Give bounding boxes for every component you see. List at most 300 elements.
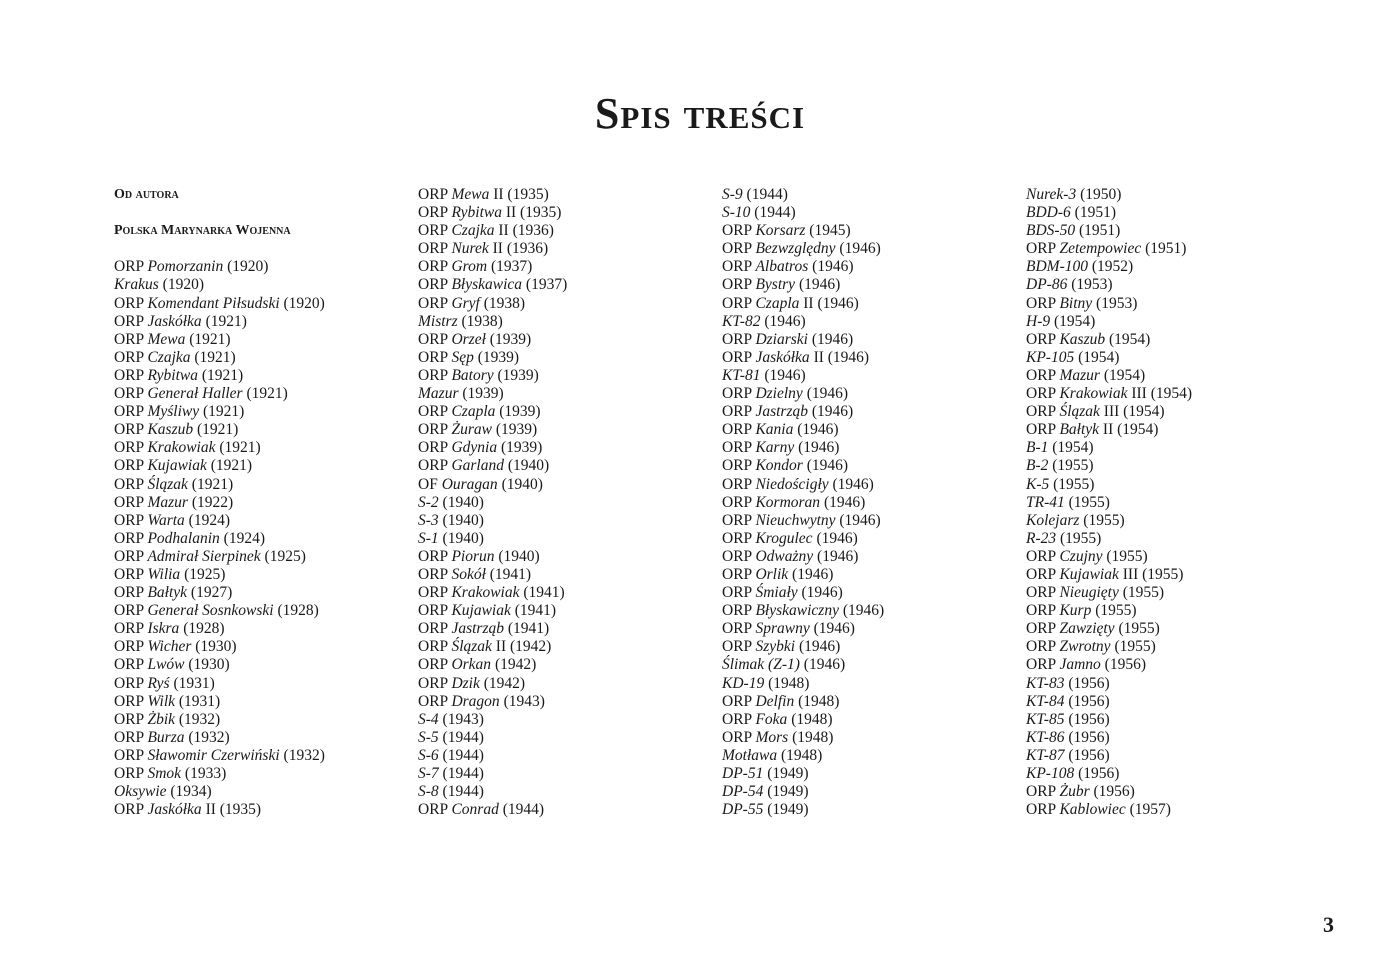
toc-entry[interactable] [418,349,708,367]
toc-entry[interactable] [114,801,404,819]
entry-prefix: ORP [722,294,756,312]
entry-ship-name: Kujawiak [1059,565,1119,583]
entry-year: (1953) [1067,276,1113,294]
toc-entry[interactable] [114,693,404,711]
toc-entry[interactable] [418,729,708,747]
entry-year: (1951) [1141,240,1187,258]
toc-entry[interactable] [418,385,708,403]
entry-prefix: ORP [418,656,452,674]
toc-entry[interactable] [114,548,404,566]
entry-year: (1938) [457,312,503,330]
toc-entry[interactable] [114,403,404,421]
entry-ship-name: Bitny [1059,294,1093,312]
toc-entry[interactable] [114,729,404,747]
toc-entry[interactable] [722,367,1012,385]
entry-ship-name: Zwrotny [1059,638,1111,656]
entry-year: (1946) [795,638,841,656]
entry-ship-name: Foka [755,710,788,728]
toc-entry[interactable] [1026,295,1316,313]
toc-entry[interactable] [418,331,708,349]
entry-ship-name: Krakus [114,276,159,294]
entry-prefix: ORP [722,240,756,258]
toc-entry[interactable] [418,675,708,693]
toc-entry[interactable] [418,566,708,584]
toc-entry[interactable] [722,620,1012,638]
toc-entry[interactable] [722,295,1012,313]
entry-year: (1944) [438,783,484,801]
entry-year: (1951) [1070,204,1116,222]
entry-ship-name: Jaskółka [147,312,202,330]
toc-entry[interactable] [1026,675,1316,693]
entry-year: (1952) [1088,258,1134,276]
toc-entry[interactable] [114,638,404,656]
entry-ship-name: Czujny [1059,547,1103,565]
entry-year: (1955) [1118,584,1165,602]
toc-entry[interactable] [722,313,1012,331]
entry-year: (1948) [788,728,834,746]
entry-prefix: ORP [418,584,452,602]
entry-year: II (1946) [809,348,870,366]
toc-column-4 [1026,186,1316,819]
entry-year: II (1954) [1099,421,1159,439]
toc-entry[interactable] [1026,494,1316,512]
entry-prefix: ORP [1026,240,1060,258]
entry-year: (1948) [777,746,823,764]
entry-ship-name: Kormoran [755,493,821,511]
entry-ship-name: Ślązak [1059,403,1100,421]
entry-year: (1946) [794,439,840,457]
entry-year: (1949) [763,765,809,782]
toc-entry[interactable] [418,765,708,783]
toc-entry[interactable] [114,439,404,457]
entry-prefix: ORP [1026,547,1060,565]
toc-entry[interactable] [114,675,404,693]
toc-entry[interactable] [418,693,708,711]
toc-entry[interactable] [722,439,1012,457]
toc-entry[interactable] [418,620,708,638]
entry-ship-name: Bałtyk [147,584,188,602]
toc-entry[interactable] [722,783,1012,801]
entry-prefix: ORP [1026,421,1060,439]
toc-entry[interactable] [1026,729,1316,747]
toc-entry[interactable] [418,439,708,457]
toc-entry[interactable] [1026,476,1316,494]
toc-entry[interactable] [418,747,708,765]
entry-year: (1921) [199,403,245,421]
entry-year: (1943) [499,692,545,710]
toc-section-navy[interactable]: Polska Marynarka Wojenna [114,223,291,239]
toc-entry[interactable] [722,457,1012,475]
toc-entry[interactable] [418,656,708,674]
toc-entry[interactable] [418,295,708,313]
toc-entry[interactable] [418,186,708,204]
toc-entry[interactable] [418,204,708,222]
entry-prefix: ORP [1026,801,1060,819]
toc-entry[interactable] [1026,566,1316,584]
entry-ship-name: Karny [755,439,795,457]
entry-ship-name: Lwów [147,656,185,674]
toc-entry[interactable] [722,747,1012,765]
entry-prefix: ORP [722,584,756,602]
entry-year: (1939) [458,385,504,403]
toc-entry[interactable] [114,711,404,729]
entry-prefix: ORP [722,511,756,529]
entry-ship-name: Nieuchwytny [755,511,836,529]
entry-ship-name: Krakowiak [147,439,216,457]
toc-entry[interactable] [114,602,404,620]
entry-prefix: ORP [418,240,452,258]
toc-entry[interactable] [722,331,1012,349]
toc-entry[interactable] [418,276,708,294]
entry-year: III (1954) [1127,385,1193,403]
entry-ship-name: BDM-100 [1026,258,1088,276]
entry-ship-name: Zawzięty [1059,620,1115,638]
entry-year: (1932) [175,710,221,728]
toc-entry[interactable] [1026,204,1316,222]
entry-year: (1956) [1064,710,1110,728]
entry-prefix: ORP [418,565,452,583]
toc-entry[interactable] [114,530,404,548]
toc-entry[interactable] [1026,313,1316,331]
entry-prefix: ORP [114,348,148,366]
toc-entry[interactable] [1026,783,1316,801]
entry-ship-name: Odważny [755,547,814,565]
entry-prefix: ORP [418,638,452,656]
toc-entry[interactable] [722,729,1012,747]
toc-entry[interactable] [1026,656,1316,674]
toc-entry[interactable] [418,258,708,276]
entry-year: (1920) [279,294,325,312]
toc-entry[interactable] [1026,367,1316,385]
toc-entry[interactable] [722,421,1012,439]
toc-entry[interactable] [722,186,1012,204]
entry-year: (1921) [201,312,247,330]
entry-year: (1951) [1075,222,1121,240]
entry-year: (1921) [206,457,253,475]
entry-year: (1953) [1092,294,1138,312]
entry-prefix: ORP [722,710,756,728]
toc-entry[interactable] [1026,439,1316,457]
entry-ship-name: DP-54 [722,783,764,801]
entry-year: (1950) [1076,186,1122,203]
toc-entry[interactable] [418,313,708,331]
entry-prefix: ORP [1026,385,1060,403]
toc-entry[interactable] [722,494,1012,512]
toc-entry[interactable] [1026,385,1316,403]
entry-ship-name: Szybki [755,638,796,656]
entry-year: (1938) [479,294,526,312]
toc-entry[interactable] [722,675,1012,693]
entry-year: (1946) [799,656,846,674]
entry-year: (1940) [497,475,543,493]
toc-entry[interactable] [114,656,404,674]
toc-entry[interactable] [418,367,708,385]
entry-prefix: ORP [114,801,148,819]
toc-entry[interactable] [722,656,1012,674]
entry-year: (1928) [179,620,225,638]
entry-year: (1946) [802,457,849,475]
toc-entry[interactable] [722,602,1012,620]
toc-entry[interactable] [1026,801,1316,819]
entry-ship-name: Albatros [755,258,809,276]
entry-year: (1946) [795,276,841,294]
toc-entry[interactable] [722,711,1012,729]
toc-entry[interactable] [114,765,404,783]
entry-ship-name: Conrad [451,801,499,819]
entry-year: (1931) [175,692,221,710]
entry-prefix: ORP [418,348,452,366]
entry-ship-name: Krakowiak [1059,385,1128,403]
entry-year: (1939) [491,421,538,439]
entry-ship-name: Wilk [147,692,176,710]
toc-entry[interactable] [1026,602,1316,620]
entry-year: (1928) [273,602,319,620]
entry-ship-name: S-6 [418,746,439,764]
toc-entry[interactable] [722,566,1012,584]
toc-entry[interactable] [1026,548,1316,566]
entry-ship-name: Bałtyk [1059,421,1100,439]
entry-ship-name: Czajka [451,222,495,240]
entry-year: (1949) [763,783,809,801]
entry-ship-name: KT-86 [1026,728,1065,746]
toc-entry[interactable] [114,258,404,276]
entry-year: (1944) [438,746,484,764]
toc-entry[interactable] [1026,421,1316,439]
toc-entry[interactable] [722,258,1012,276]
entry-year: (1942) [491,656,537,674]
entry-year: (1930) [184,656,230,674]
toc-entry[interactable] [114,620,404,638]
entry-ship-name: H-9 [1026,312,1051,330]
entry-year: (1924) [184,511,230,529]
entry-year: (1937) [522,276,568,294]
entry-ship-name: Garland [451,457,504,475]
toc-entry[interactable] [114,276,404,294]
entry-year: (1943) [438,710,484,728]
toc-entry[interactable] [1026,620,1316,638]
toc-entry[interactable] [722,693,1012,711]
entry-prefix: ORP [722,547,756,565]
entry-year: (1955) [1049,475,1095,493]
toc-entry[interactable] [1026,747,1316,765]
toc-entry[interactable] [114,385,404,403]
toc-entry[interactable] [722,204,1012,222]
toc-entry[interactable] [114,584,404,602]
entry-prefix: ORP [114,511,148,529]
entry-prefix: ORP [114,728,148,746]
entry-year: (1939) [485,330,532,348]
entry-ship-name: Żbik [147,710,176,728]
toc-entry[interactable] [1026,584,1316,602]
entry-ship-name: Mewa [451,186,490,203]
toc-entry[interactable] [1026,349,1316,367]
entry-prefix: ORP [418,602,452,620]
toc-entry[interactable] [722,638,1012,656]
entry-year: (1940) [438,529,484,547]
toc-entry[interactable] [418,602,708,620]
entry-ship-name: Kujawiak [147,457,207,475]
entry-prefix: ORP [722,348,756,366]
toc-entry[interactable] [722,385,1012,403]
entry-year: (1921) [197,366,244,384]
entry-ship-name: KT-85 [1026,710,1065,728]
entry-year: (1946) [809,620,855,638]
toc-entry[interactable] [114,783,404,801]
entry-year: (1946) [835,511,881,529]
entry-ship-name: KP-105 [1026,348,1075,366]
toc-entry[interactable] [722,512,1012,530]
toc-entry[interactable] [722,801,1012,819]
toc-entry[interactable] [1026,693,1316,711]
entry-ship-name: Wilia [147,565,181,583]
entry-year: (1941) [504,620,550,638]
entry-ship-name: Ouragan [441,475,498,493]
toc-entry[interactable] [114,494,404,512]
entry-ship-name: Błyskawiczny [755,602,839,620]
toc-entry[interactable] [418,801,708,819]
toc-entry[interactable] [114,566,404,584]
entry-prefix: ORP [114,565,148,583]
toc-entry[interactable] [418,476,708,494]
toc-entry[interactable] [1026,638,1316,656]
entry-year: II (1936) [488,240,549,258]
entry-ship-name: DP-86 [1026,276,1068,294]
toc-entry[interactable] [418,421,708,439]
entry-prefix: ORP [114,710,148,728]
entry-ship-name: Jamno [1059,656,1101,674]
entry-ship-name: Burza [147,728,185,746]
entry-year: II (1935) [501,204,562,222]
entry-ship-name: R-23 [1026,529,1057,547]
toc-entry[interactable] [1026,711,1316,729]
toc-entry[interactable] [1026,512,1316,530]
toc-entry[interactable] [418,530,708,548]
entry-prefix: ORP [1026,620,1060,638]
toc-entry[interactable] [722,276,1012,294]
toc-entry[interactable] [418,783,708,801]
entry-year: (1924) [219,529,265,547]
toc-entry[interactable] [722,222,1012,240]
toc-entry[interactable] [1026,765,1316,783]
entry-ship-name: Kondor [755,457,803,475]
entry-ship-name: Nurek-3 [1026,186,1077,203]
toc-entry[interactable] [722,240,1012,258]
entry-year: (1933) [181,765,227,782]
entry-ship-name: Orzeł [451,330,486,348]
toc-entry[interactable] [1026,457,1316,475]
entry-ship-name: Delfin [755,692,795,710]
entry-year: (1954) [1050,312,1096,330]
toc-entry[interactable] [722,530,1012,548]
toc-entry[interactable] [114,313,404,331]
entry-year: (1925) [260,547,306,565]
toc-entry[interactable] [418,457,708,475]
toc-entry[interactable] [722,584,1012,602]
entry-prefix: ORP [722,421,756,439]
toc-entry[interactable] [114,349,404,367]
toc-entry[interactable] [114,295,404,313]
toc-entry[interactable] [722,765,1012,783]
entry-year: (1955) [1048,457,1094,475]
toc-entry[interactable] [114,747,404,765]
toc-entry[interactable] [1026,331,1316,349]
entry-prefix: ORP [418,421,452,439]
toc-section-author[interactable]: Od autora [114,187,179,202]
toc-entry[interactable] [418,240,708,258]
toc-entry[interactable] [114,457,404,475]
entry-ship-name: Dziarski [755,330,808,348]
entry-year: (1944) [438,765,484,782]
entry-ship-name: S-7 [418,765,439,782]
entry-ship-name: Wicher [147,638,192,656]
toc-entry[interactable] [1026,222,1316,240]
toc-entry[interactable] [1026,240,1316,258]
entry-ship-name: Zetempowiec [1059,240,1142,258]
entry-year: (1946) [808,403,854,421]
entry-ship-name: Kania [755,421,794,439]
toc-entry[interactable] [418,222,708,240]
toc-entry[interactable] [114,512,404,530]
toc-entry[interactable] [1026,186,1316,204]
entry-year: (1927) [187,584,233,602]
toc-entry[interactable] [722,548,1012,566]
entry-ship-name: Śmiały [755,584,798,602]
toc-entry[interactable] [418,512,708,530]
entry-year: (1946) [812,529,858,547]
entry-year: (1954) [1074,348,1120,366]
entry-prefix: ORP [114,584,148,602]
toc-entry[interactable] [114,331,404,349]
toc-entry[interactable] [114,367,404,385]
entry-ship-name: Czapla [755,294,800,312]
toc-entry[interactable] [722,349,1012,367]
toc-entry[interactable] [722,403,1012,421]
entry-ship-name: Niedościgły [755,475,829,493]
toc-entry[interactable] [722,476,1012,494]
toc-entry[interactable] [1026,258,1316,276]
toc-entry[interactable] [418,711,708,729]
toc-entry[interactable] [114,421,404,439]
entry-ship-name: S-4 [418,710,439,728]
entry-ship-name: S-3 [418,511,439,529]
entry-year: (1954) [1048,439,1094,457]
toc-entry[interactable] [418,403,708,421]
toc-entry[interactable] [114,476,404,494]
entry-year: II (1936) [494,222,554,240]
entry-ship-name: Piorun [451,547,495,565]
entry-prefix: OF [418,475,442,493]
entry-prefix: ORP [1026,638,1060,656]
entry-year: (1940) [438,493,484,511]
toc-entry[interactable] [418,584,708,602]
entry-ship-name: Ślimak (Z-1) [722,656,800,674]
toc-entry[interactable] [1026,403,1316,421]
entry-prefix: ORP [114,258,148,276]
entry-year: (1946) [802,385,849,403]
entry-prefix: ORP [722,620,756,638]
toc-entry[interactable] [418,494,708,512]
entry-ship-name: Kurp [1059,602,1092,620]
toc-entry[interactable] [418,548,708,566]
toc-entry[interactable] [1026,276,1316,294]
entry-year: (1940) [438,511,484,529]
entry-prefix: ORP [418,186,452,203]
entry-prefix: ORP [418,222,452,240]
toc-entry[interactable] [418,638,708,656]
entry-prefix: ORP [114,475,148,493]
toc-entry[interactable] [1026,530,1316,548]
entry-year: (1957) [1125,801,1171,819]
